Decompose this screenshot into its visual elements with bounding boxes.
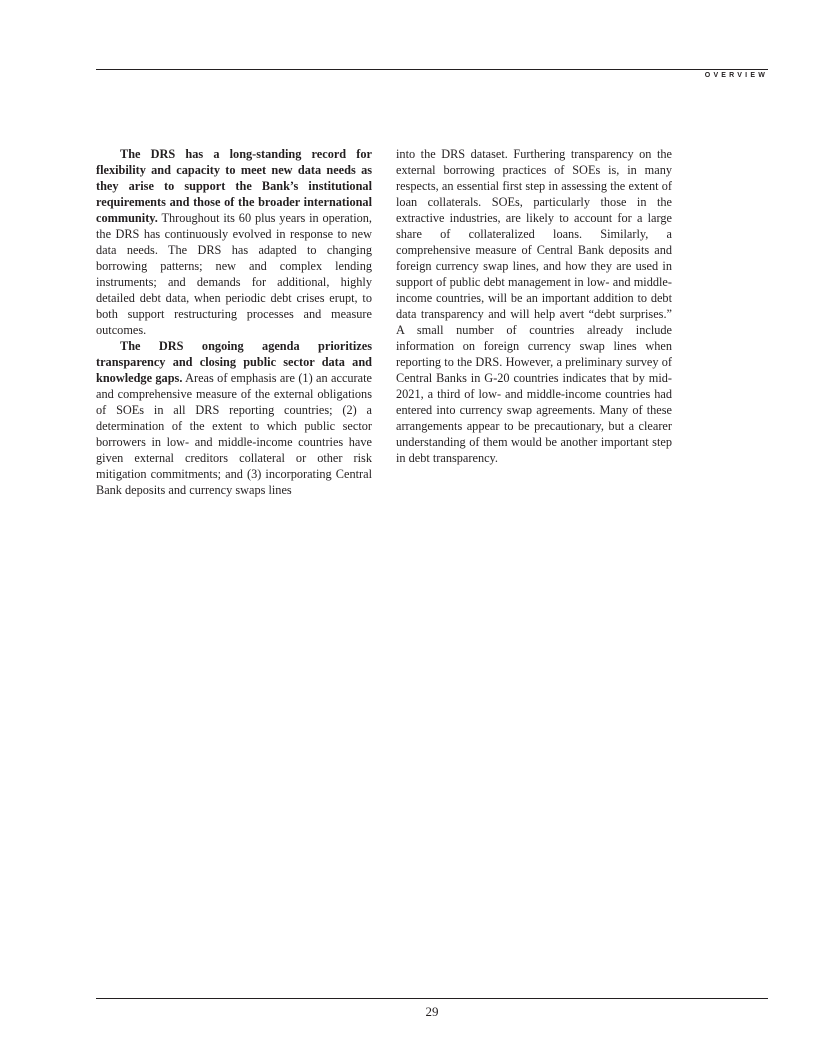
paragraph-2-text: Areas of emphasis are (1) an accurate and comprehensive measure of the external obligations of SOEs in all DRS reporting countries; (2) a determination of the extent to which public sector borrowers in low- and middle-income countries have given external creditors collateral or other risk mitigation commitments; and (3) incorporating Central Bank deposits and currency swaps lines	[96, 371, 372, 497]
paragraph-1-text: Throughout its 60 plus years in operation, the DRS has continuously evolved in response to new data needs. The DRS has adapted to changing borrowing patterns; new and complex lending instruments; and demands for additional, highly detailed debt data, when periodic debt crises erupt, to both support restructuring processes and measure outcomes.	[96, 211, 372, 337]
footer-rule	[96, 998, 768, 999]
paragraph-2	[96, 338, 372, 498]
page-number: 29	[425, 1004, 439, 1019]
right-column	[396, 146, 672, 466]
body-columns	[96, 146, 672, 506]
left-column	[96, 146, 372, 498]
paragraph-1	[96, 146, 372, 338]
running-head: OVERVIEW	[704, 72, 768, 79]
paragraph-1-lead: The DRS has a long-standing record for flexibility and capacity to meet new data needs as they arise to support the Bank’s institutional requirements and those of the broader international community.	[96, 147, 372, 225]
paragraph-2-continued: into the DRS dataset. Furthering transparency on the external borrowing practices of SOEs is, in many respects, an essential first step in assessing the extent of loan collaterals. SOEs, particularly those in the extractive industries, are likely to account for a large share of collateralized loans. Similarly, a comprehensive measure of Central Bank deposits and foreign currency swap lines, and how they are used in support of public debt management in low- and middle-income countries, will be an important addition to debt data transparency and will help avert “debt surprises.” A small number of countries already include information on foreign currency swap lines when reporting to the DRS. However, a preliminary survey of Central Banks in G-20 countries indicates that by mid-2021, a third of low- and middle-income countries had entered into currency swap agreements. Many of these arrangements appear to be precautionary, but a clearer understanding of them would be another important step in debt transparency.	[396, 147, 672, 465]
paragraph-2-lead: The DRS ongoing agenda prioritizes transparency and closing public sector data and knowledge gaps.	[96, 339, 372, 385]
header-rule	[96, 69, 768, 70]
